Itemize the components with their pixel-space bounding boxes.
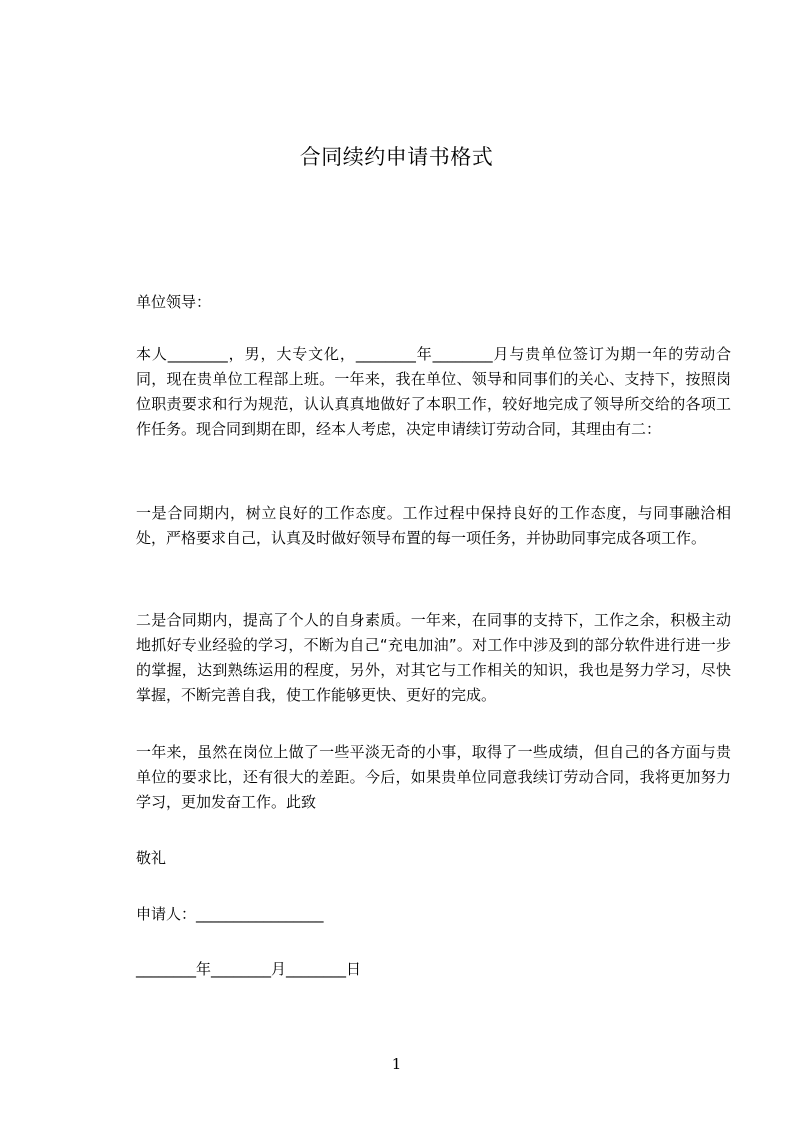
salutation: 单位领导：	[136, 293, 212, 311]
paragraph-intro: 本人________，男，大专文化，________年________月与贵单位签订为期一年的劳动合同，现在贵单位工程部上班。一年来，我在单位、领导和同事们的关心、支持下，按照岗位职责要求和行为规范，认认真真地做好了本职工作，较好地完成了领导所交给的各项工作任务。现合同到期在即，经本人考虑，决定申请续订劳动合同，其理由有二：	[136, 345, 731, 438]
page-number: 1	[391, 1055, 402, 1073]
applicant-signature-line: 申请人：_________________	[136, 905, 324, 923]
paragraph-reason-one: 一是合同期内，树立良好的工作态度。工作过程中保持良好的工作态度，与同事融洽相处，严格要求自己，认真及时做好领导布置的每一项任务，并协助同事完成各项工作。	[136, 504, 731, 547]
document-title: 合同续约申请书格式	[299, 145, 494, 169]
paragraph-reason-two: 二是合同期内，提高了个人的自身素质。一年来，在同事的支持下，工作之余，积极主动地抓好专业经验的学习，不断为自己“充电加油”。对工作中涉及到的部分软件进行进一步的掌握，达到熟练运用的程度，另外，对其它与工作相关的知识，我也是努力学习，尽快掌握，不断完善自我，使工作能够更快、更好的完成。	[136, 611, 731, 704]
closing-salute: 敬礼	[136, 849, 167, 867]
date-line: ________年________月________日	[136, 960, 362, 978]
paragraph-conclusion: 一年来，虽然在岗位上做了一些平淡无奇的小事，取得了一些成绩，但自己的各方面与贵单位的要求比，还有很大的差距。今后，如果贵单位同意我续订劳动合同，我将更加努力学习，更加发奋工作。此致	[136, 743, 731, 811]
